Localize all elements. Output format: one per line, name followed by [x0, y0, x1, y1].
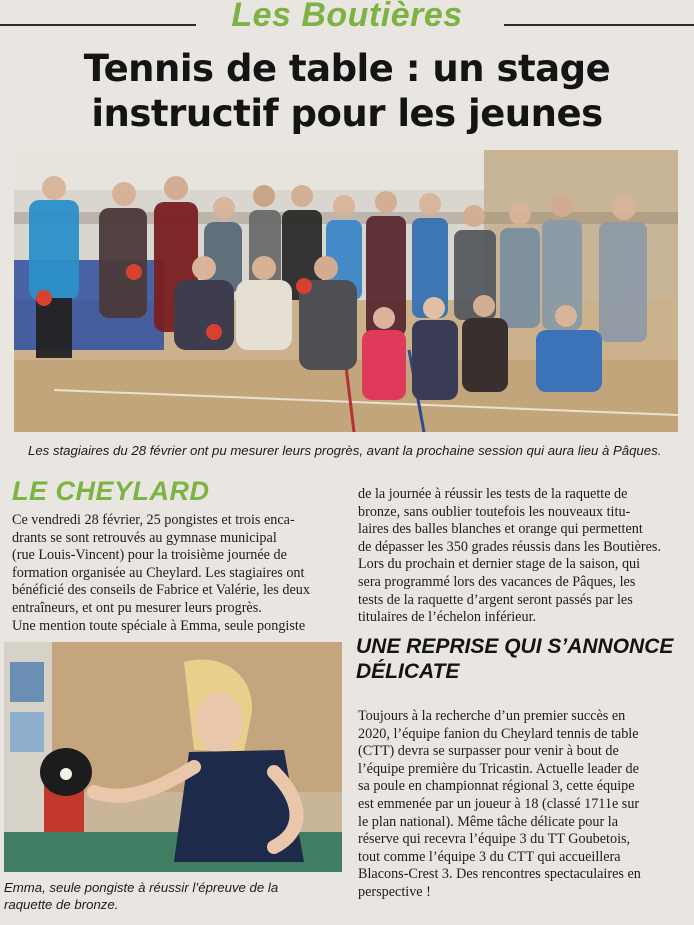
article-line: sera programmé lors des vacances de Pâques, les	[358, 573, 636, 590]
article-line: tout comme l’équipe 3 du CTT qui accueillera	[358, 848, 621, 865]
article-line: réserve qui recevra l’équipe 3 du TT Goubetois,	[358, 831, 631, 848]
article-line: bénéficié des conseils de Fabrice et Valérie, les deux	[12, 582, 310, 599]
subhead-line: UNE REPRISE QUI S’ANNONCE	[356, 635, 674, 658]
article-line: 2020, l’équipe fanion du Cheylard tennis de table	[358, 725, 639, 742]
second-article-text	[358, 708, 678, 902]
article-line: bronze, sans oublier toutefois les nouveaux titu-	[358, 503, 631, 520]
group-photo-caption: Les stagiaires du 28 février ont pu mesurer leurs progrès, avant la prochaine session qui aura lieu à Pâques.	[28, 443, 662, 458]
article-line: le plan national). Même tâche délicate pour la	[358, 813, 618, 830]
article-line: Toujours à la recherche d’un premier succès en	[358, 708, 626, 724]
article-line: l’équipe première du Tricastin. Actuelle leader de	[358, 760, 639, 777]
article-text	[12, 512, 332, 635]
article-line: Blacons-Crest 3. Des rencontres spectaculaires en	[358, 866, 641, 883]
article-line: de dépasser les 350 grades réussis dans les Boutières.	[358, 538, 661, 555]
locality-heading: LE CHEYLARD	[12, 476, 210, 506]
article-line: Une mention toute spéciale à Emma, seule pongiste	[12, 617, 306, 634]
article-line: est emmenée par un joueur à 18 (classé 1711e sur	[358, 795, 640, 812]
article-line: tests de la raquette d’argent seront passés par les	[358, 591, 633, 608]
article-line: Lors du prochain et dernier stage de la saison, qui	[358, 556, 641, 573]
headline-line: Tennis de table : un stage	[83, 47, 611, 90]
article-line: de la journée à réussir les tests de la raquette de	[358, 486, 628, 502]
caption-line: Emma, seule pongiste à réussir l’épreuve de la	[4, 880, 279, 895]
subhead	[356, 634, 686, 684]
article-line: titulaires de l’échelon inférieur.	[358, 609, 537, 626]
headline-line: instructif pour les jeunes	[91, 92, 603, 135]
section-name: Les Boutières	[231, 0, 463, 34]
caption-line: raquette de bronze.	[4, 897, 119, 912]
group-photo	[14, 150, 678, 432]
article-line: laires des balles blanches et orange qui permettent	[358, 521, 643, 538]
article-line: formation organisée au Cheylard. Les stagiaires ont	[12, 564, 305, 581]
article-line: sa poule en championnat régional 3, cette équipe	[358, 778, 635, 795]
emma-photo-caption	[4, 879, 324, 913]
subhead-line: DÉLICATE	[356, 660, 460, 683]
article-line: perspective !	[358, 883, 431, 900]
article-line: (rue Louis-Vincent) pour la troisième journée de	[12, 547, 287, 564]
emma-photo	[4, 642, 342, 872]
article-line: drants se sont retrouvés au gymnase municipal	[12, 529, 277, 546]
headline	[40, 46, 654, 136]
article-line: (CTT) devra se surpasser pour venir à bout de	[358, 743, 619, 760]
article-text-continued	[358, 486, 678, 627]
article-line: entraîneurs, et ont pu mesurer leurs progrès.	[12, 599, 262, 616]
article-line: Ce vendredi 28 février, 25 pongistes et trois enca-	[12, 512, 295, 528]
